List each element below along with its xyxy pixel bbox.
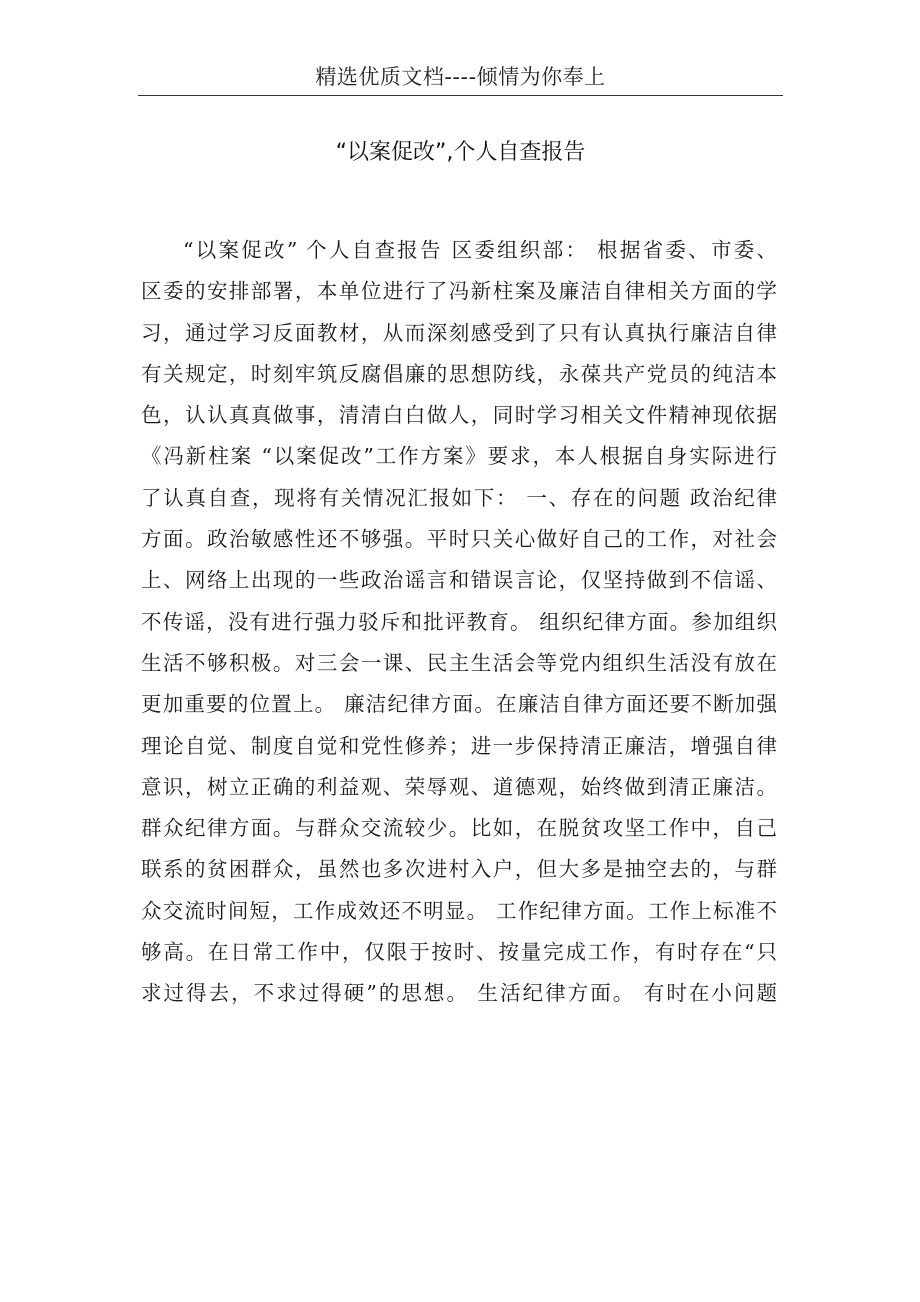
body-line: 习，通过学习反面教材，从而深刻感受到了只有认真执行廉洁自律 (141, 320, 777, 345)
body-line: 理论自觉、制度自觉和党性修养；进一步保持清正廉洁，增强自律 (141, 733, 777, 758)
body-line: 众交流时间短，工作成效还不明显。 工作纪律方面。工作上标准不 (141, 898, 777, 923)
body-line: 有关规定，时刻牢筑反腐倡廉的思想防线，永葆共产党员的纯洁本 (141, 361, 777, 386)
body-line: 更加重要的位置上。 廉洁纪律方面。在廉洁自律方面还要不断加强 (141, 692, 777, 717)
body-line: 上、网络上出现的一些政治谣言和错误言论，仅坚持做到不信谣、 (141, 568, 777, 593)
document-title: “以案促改”,个人自查报告 (335, 140, 586, 165)
document-body (141, 230, 777, 1015)
body-line: 《冯新柱案 “以案促改”工作方案》要求，本人根据自身实际进行 (141, 444, 777, 469)
body-line: 意识，树立正确的利益观、荣辱观、道德观，始终做到清正廉洁。 (141, 774, 777, 799)
body-line: 够高。在日常工作中，仅限于按时、按量完成工作，有时存在“只 (141, 940, 777, 965)
body-line: 求过得去，不求过得硬”的思想。 生活纪律方面。 有时在小问题 (141, 981, 777, 1006)
body-line: 群众纪律方面。与群众交流较少。比如，在脱贫攻坚工作中，自己 (141, 816, 777, 841)
body-line: 方面。政治敏感性还不够强。平时只关心做好自己的工作，对社会 (141, 527, 777, 552)
body-line: 色，认认真真做事，清清白白做人，同时学习相关文件精神现依据 (141, 403, 777, 428)
body-line: 生活不够积极。对三会一课、民主生活会等党内组织生活没有放在 (141, 650, 777, 675)
body-line: 不传谣，没有进行强力驳斥和批评教育。 组织纪律方面。参加组织 (141, 609, 777, 634)
body-line: “以案促改” 个人自查报告 区委组织部： 根据省委、市委、 (183, 238, 777, 262)
header-divider (138, 95, 783, 96)
page-header: 精选优质文档----倾情为你奉上 (315, 65, 606, 89)
body-line: 了认真自查，现将有关情况汇报如下： 一、存在的问题 政治纪律 (141, 485, 777, 510)
body-line: 区委的安排部署，本单位进行了冯新柱案及廉洁自律相关方面的学 (141, 279, 777, 304)
body-line: 联系的贫困群众，虽然也多次进村入户，但大多是抽空去的，与群 (141, 857, 777, 882)
